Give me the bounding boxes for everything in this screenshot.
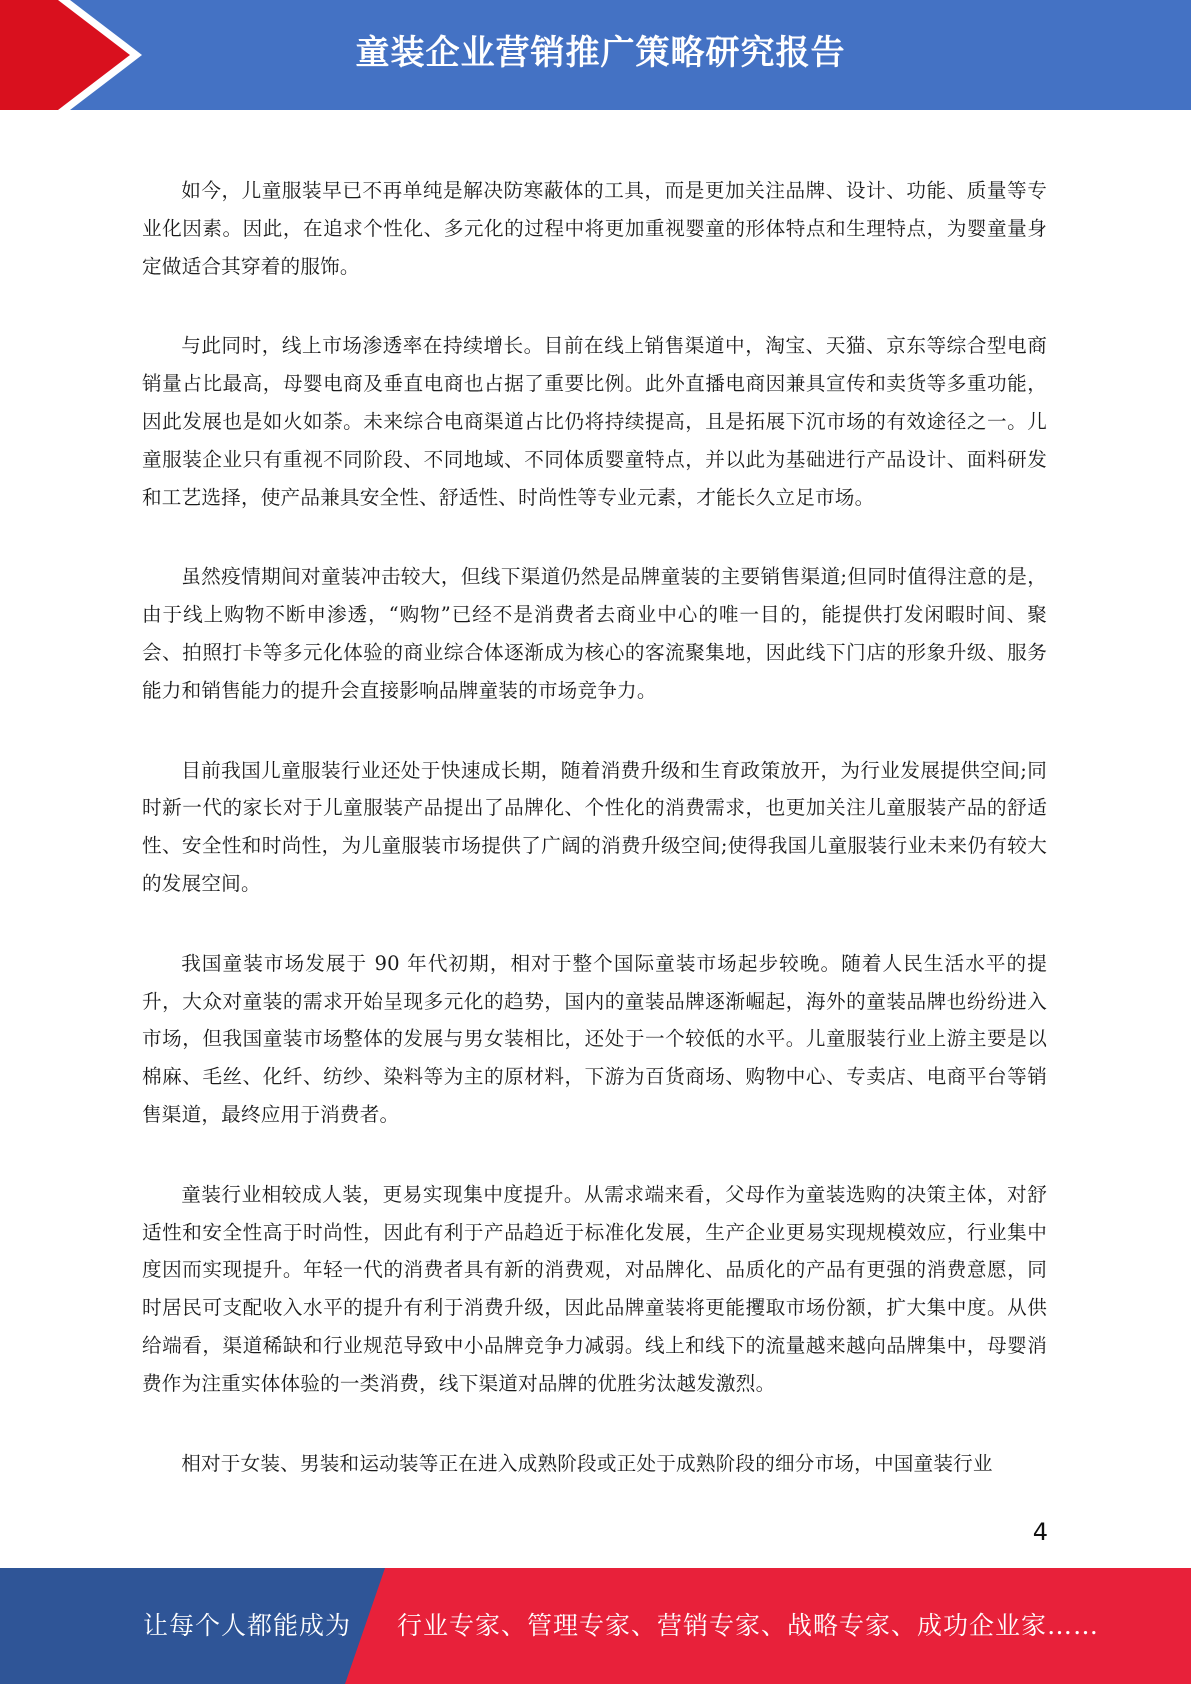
paragraph: 童装行业相较成人装，更易实现集中度提升。从需求端来看，父母作为童装选购的决策主体，对舒适性和安全性高于时尚性，因此有利于产品趋近于标准化发展，生产企业更易实现规模效应，行业集中度因而实现提升。年轻一代的消费者具有新的消费观，对品牌化、品质化的产品有更强的消费意愿，同时居民可支配收入水平的提升有利于消费升级，因此品牌童装将更能攫取市场份额，扩大集中度。从供给端看，渠道稀缺和行业规范导致中小品牌竞争力减弱。线上和线下的流量越来越向品牌集中，母婴消费作为注重实体体验的一类消费，线下渠道对品牌的优胜劣汰越发激烈。	[142, 1182, 1047, 1395]
header-arrow-decoration	[0, 0, 150, 110]
paragraph: 与此同时，线上市场渗透率在持续增长。目前在线上销售渠道中，淘宝、天猫、京东等综合型电商销量占比最高，母婴电商及垂直电商也占据了重要比例。此外直播电商因兼具宣传和卖货等多重功能，因此发展也是如火如荼。未来综合电商渠道占比仍将持续提高，且是拓展下沉市场的有效途径之一。儿童服装企业只有重视不同阶段、不同地域、不同体质婴童特点，并以此为基础进行产品设计、面料研发和工艺选择，使产品兼具安全性、舒适性、时尚性等专业元素，才能长久立足市场。	[142, 334, 1047, 509]
paragraph: 我国童装市场发展于 90 年代初期，相对于整个国际童装市场起步较晚。随着人民生活水平的提升，大众对童装的需求开始呈现多元化的趋势，国内的童装品牌逐渐崛起，海外的童装品牌也纷纷进入市场，但我国童装市场整体的发展与男女装相比，还处于一个较低的水平。儿童服装行业上游主要是以棉麻、毛丝、化纤、纺纱、染料等为主的原材料，下游为百货商场、购物中心、专卖店、电商平台等销售渠道，最终应用于消费者。	[142, 951, 1047, 1126]
body-content	[142, 172, 1047, 1482]
report-title: 童装企业营销推广策略研究报告	[355, 33, 846, 73]
header-banner	[0, 0, 1191, 110]
page-number: 4	[1032, 1518, 1048, 1546]
paragraph: 如今，儿童服装早已不再单纯是解决防寒蔽体的工具，而是更加关注品牌、设计、功能、质量等专业化因素。因此，在追求个性化、多元化的过程中将更加重视婴童的形体特点和生理特点，为婴童量身定做适合其穿着的服饰。	[142, 179, 1047, 278]
paragraph: 相对于女装、男装和运动装等正在进入成熟阶段或正处于成熟阶段的细分市场，中国童装行业	[181, 1451, 993, 1475]
footer-banner	[0, 1568, 1191, 1684]
footer-slogan-right: 行业专家、管理专家、营销专家、战略专家、成功企业家……	[397, 1611, 1100, 1640]
paragraph: 目前我国儿童服装行业还处于快速成长期，随着消费升级和生育政策放开，为行业发展提供空间;同时新一代的家长对于儿童服装产品提出了品牌化、个性化的消费需求，也更加关注儿童服装产品的舒适性、安全性和时尚性，为儿童服装市场提供了广阔的消费升级空间;使得我国儿童服装行业未来仍有较大的发展空间。	[142, 758, 1047, 895]
footer-slogan-left: 让每个人都能成为	[143, 1611, 352, 1640]
paragraph: 虽然疫情期间对童装冲击较大，但线下渠道仍然是品牌童装的主要销售渠道;但同时值得注意的是，由于线上购物不断申渗透，“购物”已经不是消费者去商业中心的唯一目的，能提供打发闲暇时间、聚会、拍照打卡等多元化体验的商业综合体逐渐成为核心的客流聚集地，因此线下门店的形象升级、服务能力和销售能力的提升会直接影响品牌童装的市场竞争力。	[142, 565, 1047, 702]
